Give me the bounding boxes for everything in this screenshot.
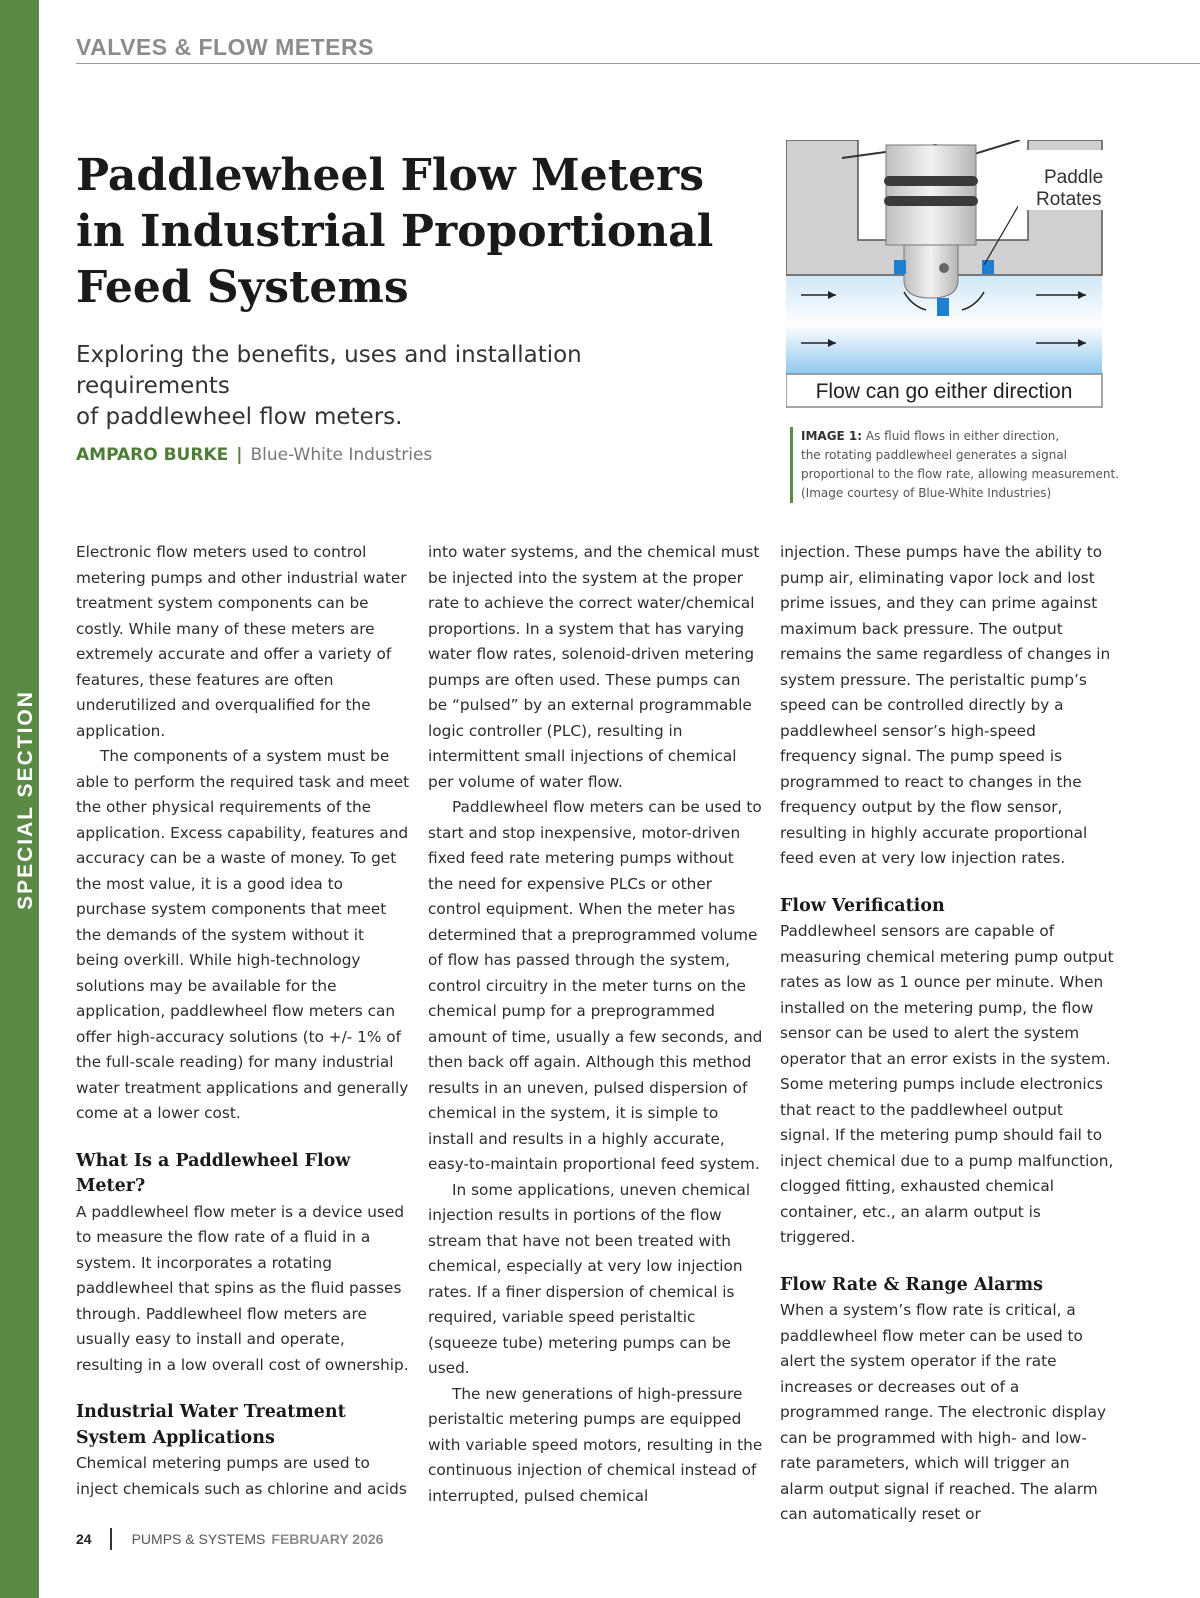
figure-label-rotates: Rotates [1036, 189, 1102, 210]
body-column-3 [780, 540, 1115, 1528]
caption-line-1: As fluid flows in either direction, [865, 429, 1060, 443]
paragraph: Electronic flow meters used to control metering pumps and other industrial water treatment system components can be costly. While many of these meters are extremely accurate and offer a variety of features, these features are often underutilized and overqualified for the application. [76, 543, 407, 740]
article-subtitle [76, 340, 716, 433]
paragraph: Chemical metering pumps are used to inject chemicals such as chlorine and acids [76, 1454, 407, 1498]
figure-banner-text: Flow can go either direction [815, 380, 1073, 403]
o-ring-top [884, 176, 978, 186]
page-number: 24 [76, 1531, 92, 1547]
paragraph: In some applications, uneven chemical injection results in portions of the flow stream that have not been treated with chemical, especially at very low injection rates. If a finer dispersion of chemical is required, variable speed peristaltic (squeeze tube) metering pumps can be used. [428, 1180, 751, 1377]
caption-line-2: the rotating paddlewheel generates a signal [801, 448, 1068, 462]
paragraph: into water systems, and the chemical must be injected into the system at the proper rate to achieve the correct water/chemical proportions. In a system that has varying water flow rates, solenoid-driven metering pumps are often used. These pumps can be “pulsed” by an external programmable logic controller (PLC), resulting in intermittent small injections of chemical per volume of water flow. [428, 543, 760, 791]
paddle-axle [939, 263, 949, 273]
o-ring-bottom [884, 196, 978, 206]
figure-label-paddle: Paddle [1044, 167, 1104, 188]
sidebar-label: SPECIAL SECTION [14, 690, 37, 910]
section-header: VALVES & FLOW METERS [76, 34, 374, 60]
subhead-what-is: What Is a Paddlewheel Flow Meter? [76, 1150, 351, 1196]
title-line-1: Paddlewheel Flow Meters [76, 150, 705, 201]
subtitle-line-2: of paddlewheel flow meters. [76, 404, 403, 430]
subhead-applications [76, 1400, 411, 1451]
publication-name: PUMPS & SYSTEMS [131, 1531, 266, 1547]
subhead-flow-rate-alarms: Flow Rate & Range Alarms [780, 1274, 1044, 1295]
subhead-line-1: Industrial Water Treatment [76, 1402, 346, 1422]
title-line-3: Feed Systems [76, 262, 409, 313]
paddle-blade-bottom [937, 298, 949, 316]
title-line-2: in Industrial Proportional [76, 206, 714, 257]
figure-caption [790, 427, 1141, 503]
caption-line-4: (Image courtesy of Blue-White Industries) [801, 486, 1052, 500]
subhead-flow-verification: Flow Verification [780, 895, 945, 916]
author-organization: Blue-White Industries [250, 445, 433, 465]
author-name: AMPARO BURKE [76, 445, 229, 465]
special-section-sidebar [0, 0, 39, 1598]
paragraph: The components of a system must be able to perform the required task and meet the other physical requirements of the application. Excess capability, features and accuracy can be a waste of money. To get the most value, it is a good idea to purchase system components that meet the demands of the system without it being overkill. While high-technology solutions may be available for the application, paddlewheel flow meters can offer high-accuracy solutions (to +/- 1% of the full-scale reading) for many industrial water treatment applications and generally come at a lower cost. [76, 747, 410, 1122]
paragraph: A paddlewheel flow meter is a device used to measure the flow rate of a fluid in a system. It incorporates a rotating paddlewheel that spins as the fluid passes through. Paddlewheel flow meters are usually easy to install and operate, resulting in a low overall cost of ownership. [76, 1202, 409, 1374]
paragraph: injection. These pumps have the ability to pump air, eliminating vapor lock and lost prime issues, and they can prime against maximum back pressure. The output remains the same regardless of changes in system pressure. The peristaltic pump’s speed can be controlled directly by a paddlewheel sensor’s high-speed frequency signal. The pump speed is programmed to react to changes in the frequency output by the flow sensor, resulting in highly accurate proportional feed even at very low injection rates. [780, 543, 1111, 867]
paragraph: Paddlewheel flow meters can be used to start and stop inexpensive, motor-driven fixed feed rate metering pumps without the need for expensive PLCs or other control equipment. When the meter has determined that a preprogrammed volume of flow has passed through the system, control circuitry in the meter turns on the chemical pump for a preprogrammed amount of time, usually a few seconds, and then back off again. Although this method results in an uneven, pulsed dispersion of chemical in the system, it is simple to install and results in a highly accurate, easy-to-maintain proportional feed system. [428, 798, 763, 1173]
sensor-body [886, 145, 976, 245]
body-column-2 [428, 540, 763, 1509]
issue-date: FEBRUARY 2026 [271, 1531, 384, 1547]
footer-divider [110, 1528, 112, 1550]
paragraph: The new generations of high-pressure peristaltic metering pumps are equipped with variable speed motors, resulting in the continuous injection of chemical instead of interrupted, pulsed chemical [428, 1384, 763, 1505]
article-title [76, 148, 736, 316]
byline [76, 445, 432, 465]
sensor-tip [904, 245, 958, 298]
caption-line-3: proportional to the flow rate, allowing measurement. [801, 467, 1119, 481]
page-footer [76, 1528, 383, 1550]
paragraph: Paddlewheel sensors are capable of measuring chemical metering pump output rates as low as 1 ounce per minute. When installed on the metering pump, the flow sensor can be used to alert the system operator that an error exists in the system. Some metering pumps include electronics that react to the paddlewheel output signal. If the metering pump should fail to inject chemical due to a pump malfunction, clogged fitting, exhausted chemical container, etc., an alarm output is triggered. [780, 922, 1114, 1246]
byline-separator: | [236, 445, 243, 465]
subtitle-line-1: Exploring the benefits, uses and installation requirements [76, 342, 582, 399]
paddle-blade-left [894, 260, 906, 274]
caption-label: IMAGE 1: [801, 429, 863, 443]
subhead-line-2: System Applications [76, 1427, 275, 1448]
paragraph: When a system’s flow rate is critical, a paddlewheel flow meter can be used to alert the system operator if the rate increases or decreases out of a programmed range. The electronic display can be programmed with high- and low-rate parameters, which will trigger an alarm output signal if reached. The alarm can automatically reset or [780, 1301, 1107, 1523]
header-rule [76, 63, 1200, 64]
paddlewheel-diagram [786, 140, 1120, 420]
body-column-1 [76, 540, 411, 1502]
paddle-blade-right [982, 260, 994, 274]
